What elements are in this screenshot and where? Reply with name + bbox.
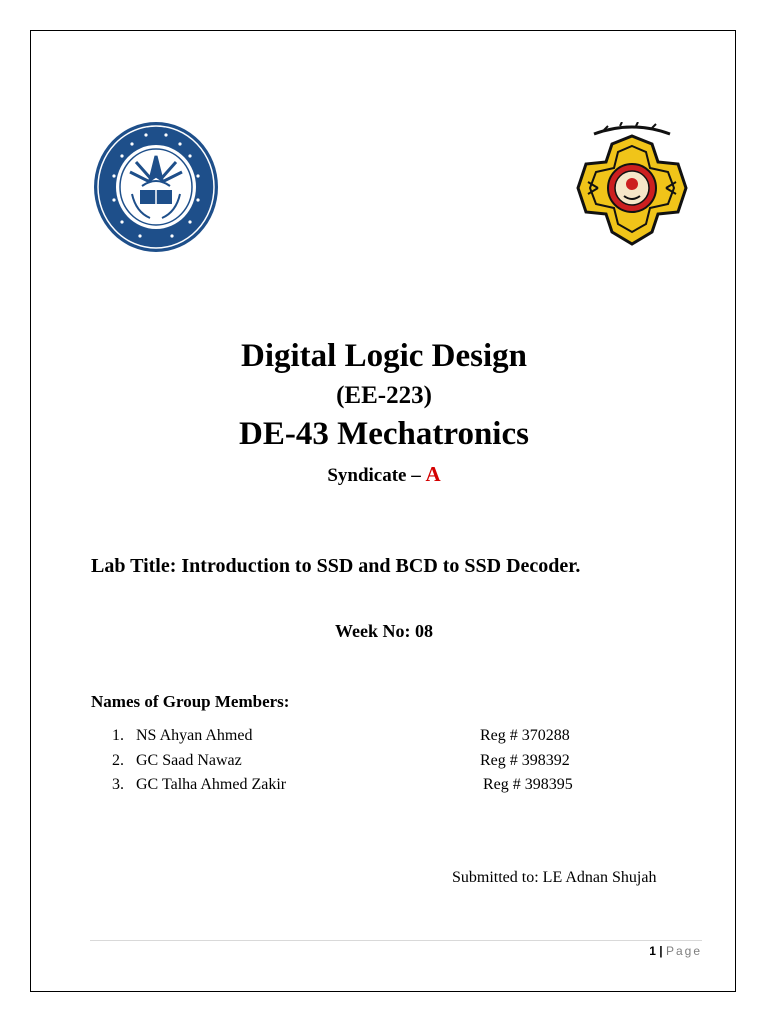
nust-university-seal-icon: [92, 120, 220, 255]
syndicate-line: [0, 462, 768, 487]
member-item: [112, 727, 252, 745]
member-item: [112, 752, 242, 770]
members-heading: Names of Group Members:: [91, 692, 290, 711]
page-word: Page: [665, 944, 702, 958]
member-name: GC Saad Nawaz: [136, 752, 242, 769]
page-footer: [649, 944, 702, 958]
member-name: GC Talha Ahmed Zakir: [136, 776, 287, 793]
member-item: [112, 776, 286, 794]
document-title: Digital Logic Design: [241, 338, 527, 374]
college-crest-emblem-icon: [574, 122, 690, 252]
member-reg: Reg # 370288: [480, 727, 570, 744]
member-name: NS Ahyan Ahmed: [136, 727, 253, 744]
department-name: DE-43 Mechatronics: [239, 416, 529, 452]
syndicate-letter: A: [425, 462, 441, 486]
member-number: 1.: [112, 727, 124, 744]
syndicate-label: Syndicate –: [327, 465, 421, 486]
member-reg: Reg # 398392: [480, 752, 570, 769]
lab-title: Lab Title: Introduction to SSD and BCD to SSD Decoder.: [91, 555, 581, 577]
page-number: 1: [649, 944, 656, 958]
submitted-to: Submitted to: LE Adnan Shujah: [452, 869, 657, 886]
course-code: (EE-223): [336, 382, 432, 409]
footer-divider: [90, 940, 702, 941]
week-number: Week No: 08: [335, 621, 433, 641]
member-reg: Reg # 398395: [483, 776, 573, 793]
member-number: 2.: [112, 752, 124, 769]
footer-separator: |: [659, 944, 663, 958]
member-number: 3.: [112, 776, 124, 793]
